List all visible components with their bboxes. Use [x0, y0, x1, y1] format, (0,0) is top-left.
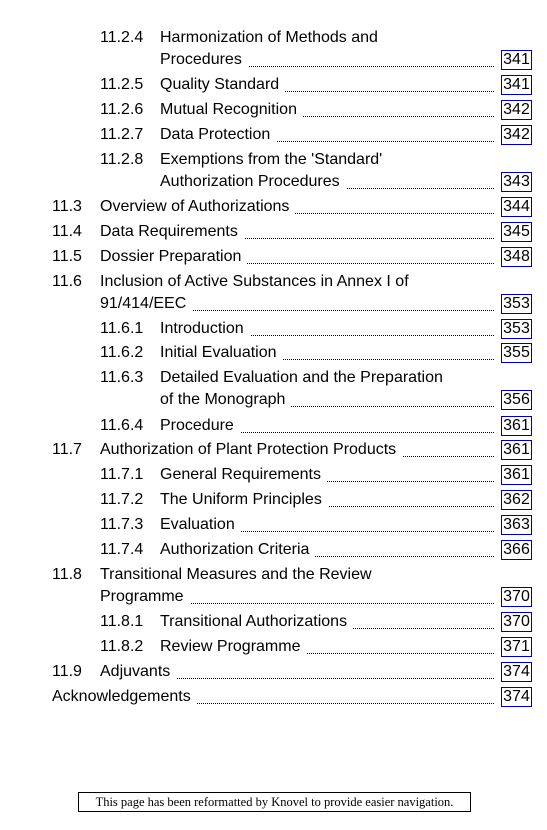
toc-entry-number: 11.2.6 [100, 101, 144, 118]
toc-entry-number: 11.2.7 [100, 126, 144, 143]
toc-entry-title: Procedure [160, 417, 240, 435]
toc-entry-title: of the Monograph [160, 391, 291, 409]
toc-entry-number: 11.5 [52, 248, 82, 265]
toc-entry-title: Harmonization of Methods and [160, 29, 384, 47]
toc-entry-number: 11.2.5 [100, 76, 144, 93]
toc-entry-title: Transitional Measures and the Review [100, 566, 378, 584]
toc-entry-number: 11.9 [52, 663, 82, 680]
toc-entry-title: Authorization Procedures [160, 173, 346, 191]
page-number-link[interactable]: 343 [501, 172, 532, 192]
page-number-link[interactable]: 366 [501, 540, 532, 560]
toc-entry-title: Authorization Criteria [160, 541, 315, 559]
page-number-link[interactable]: 341 [501, 50, 532, 70]
toc-entry-number: 11.6.1 [100, 320, 144, 337]
page-number-link[interactable]: 342 [501, 125, 532, 145]
page-number-link[interactable]: 371 [501, 637, 532, 657]
toc-entry-number: 11.6.2 [100, 344, 144, 361]
toc-entry-title: Initial Evaluation [160, 344, 283, 362]
toc-entry-title: Inclusion of Active Substances in Annex I of [100, 273, 415, 291]
page-number-link[interactable]: 342 [501, 100, 532, 120]
toc-entry-number: 11.6 [52, 273, 82, 290]
toc-entry-title: General Requirements [160, 466, 327, 484]
toc-entry-number: 11.8.1 [100, 613, 144, 630]
page-number-link[interactable]: 344 [501, 197, 532, 217]
page-number-link[interactable]: 374 [501, 687, 532, 707]
toc-entry-number: 11.8 [52, 566, 82, 583]
page-number-link[interactable]: 374 [501, 662, 532, 682]
toc-entry-title: Data Protection [160, 126, 276, 144]
toc-entry-title: Overview of Authorizations [100, 198, 295, 216]
page-number-link[interactable]: 353 [501, 294, 532, 314]
toc-entry-title: Introduction [160, 320, 250, 338]
page-number-link[interactable]: 353 [501, 319, 532, 339]
toc-entry-title: Acknowledgements [52, 688, 197, 706]
page-number-link[interactable]: 361 [501, 416, 532, 436]
page-number-link[interactable]: 356 [501, 390, 532, 410]
page-number-link[interactable]: 341 [501, 75, 532, 95]
page-number-link[interactable]: 348 [501, 247, 532, 267]
page-number-link[interactable]: 345 [501, 222, 532, 242]
toc-entry-title: Dossier Preparation [100, 248, 247, 266]
toc-entry-title: Authorization of Plant Protection Products [100, 441, 402, 459]
toc-entry-title: Detailed Evaluation and the Preparation [160, 369, 449, 387]
toc-entry-number: 11.8.2 [100, 638, 144, 655]
toc-entry-number: 11.6.4 [100, 417, 144, 434]
page-number-link[interactable]: 370 [501, 612, 532, 632]
toc-entry-number: 11.7.1 [100, 466, 144, 483]
page-number-link[interactable]: 361 [501, 465, 532, 485]
toc-entry-number: 11.2.8 [100, 151, 144, 168]
page-number-link[interactable]: 363 [501, 515, 532, 535]
toc-entry-title: Procedures [160, 51, 248, 69]
knovel-reformat-note: This page has been reformatted by Knovel to provide easier navigation. [78, 792, 471, 812]
toc-entry-number: 11.7.2 [100, 491, 144, 508]
toc-entry-title: Adjuvants [100, 663, 176, 681]
page-number-link[interactable]: 355 [501, 343, 532, 363]
toc-entry-title: Mutual Recognition [160, 101, 303, 119]
toc-entry-title: Quality Standard [160, 76, 285, 94]
toc-entry-title: 91/414/EEC [100, 295, 192, 313]
page-number-link[interactable]: 362 [501, 490, 532, 510]
toc-entry-title: Exemptions from the 'Standard' [160, 151, 388, 169]
toc-entry-number: 11.7 [52, 441, 82, 458]
toc-entry-number: 11.7.4 [100, 541, 144, 558]
toc-entry-title: Programme [100, 588, 190, 606]
toc-entry-title: Review Programme [160, 638, 306, 656]
toc-entry-title: The Uniform Principles [160, 491, 328, 509]
toc-entry-number: 11.7.3 [100, 516, 144, 533]
toc-entry-number: 11.3 [52, 198, 82, 215]
page-number-link[interactable]: 370 [501, 587, 532, 607]
toc-entry-number: 11.4 [52, 223, 82, 240]
toc-entry-number: 11.2.4 [100, 29, 144, 46]
toc-entry-title: Data Requirements [100, 223, 244, 241]
page-number-link[interactable]: 361 [501, 440, 532, 460]
toc-entry-title: Evaluation [160, 516, 241, 534]
toc-entry-number: 11.6.3 [100, 369, 144, 386]
toc-entry-title: Transitional Authorizations [160, 613, 353, 631]
